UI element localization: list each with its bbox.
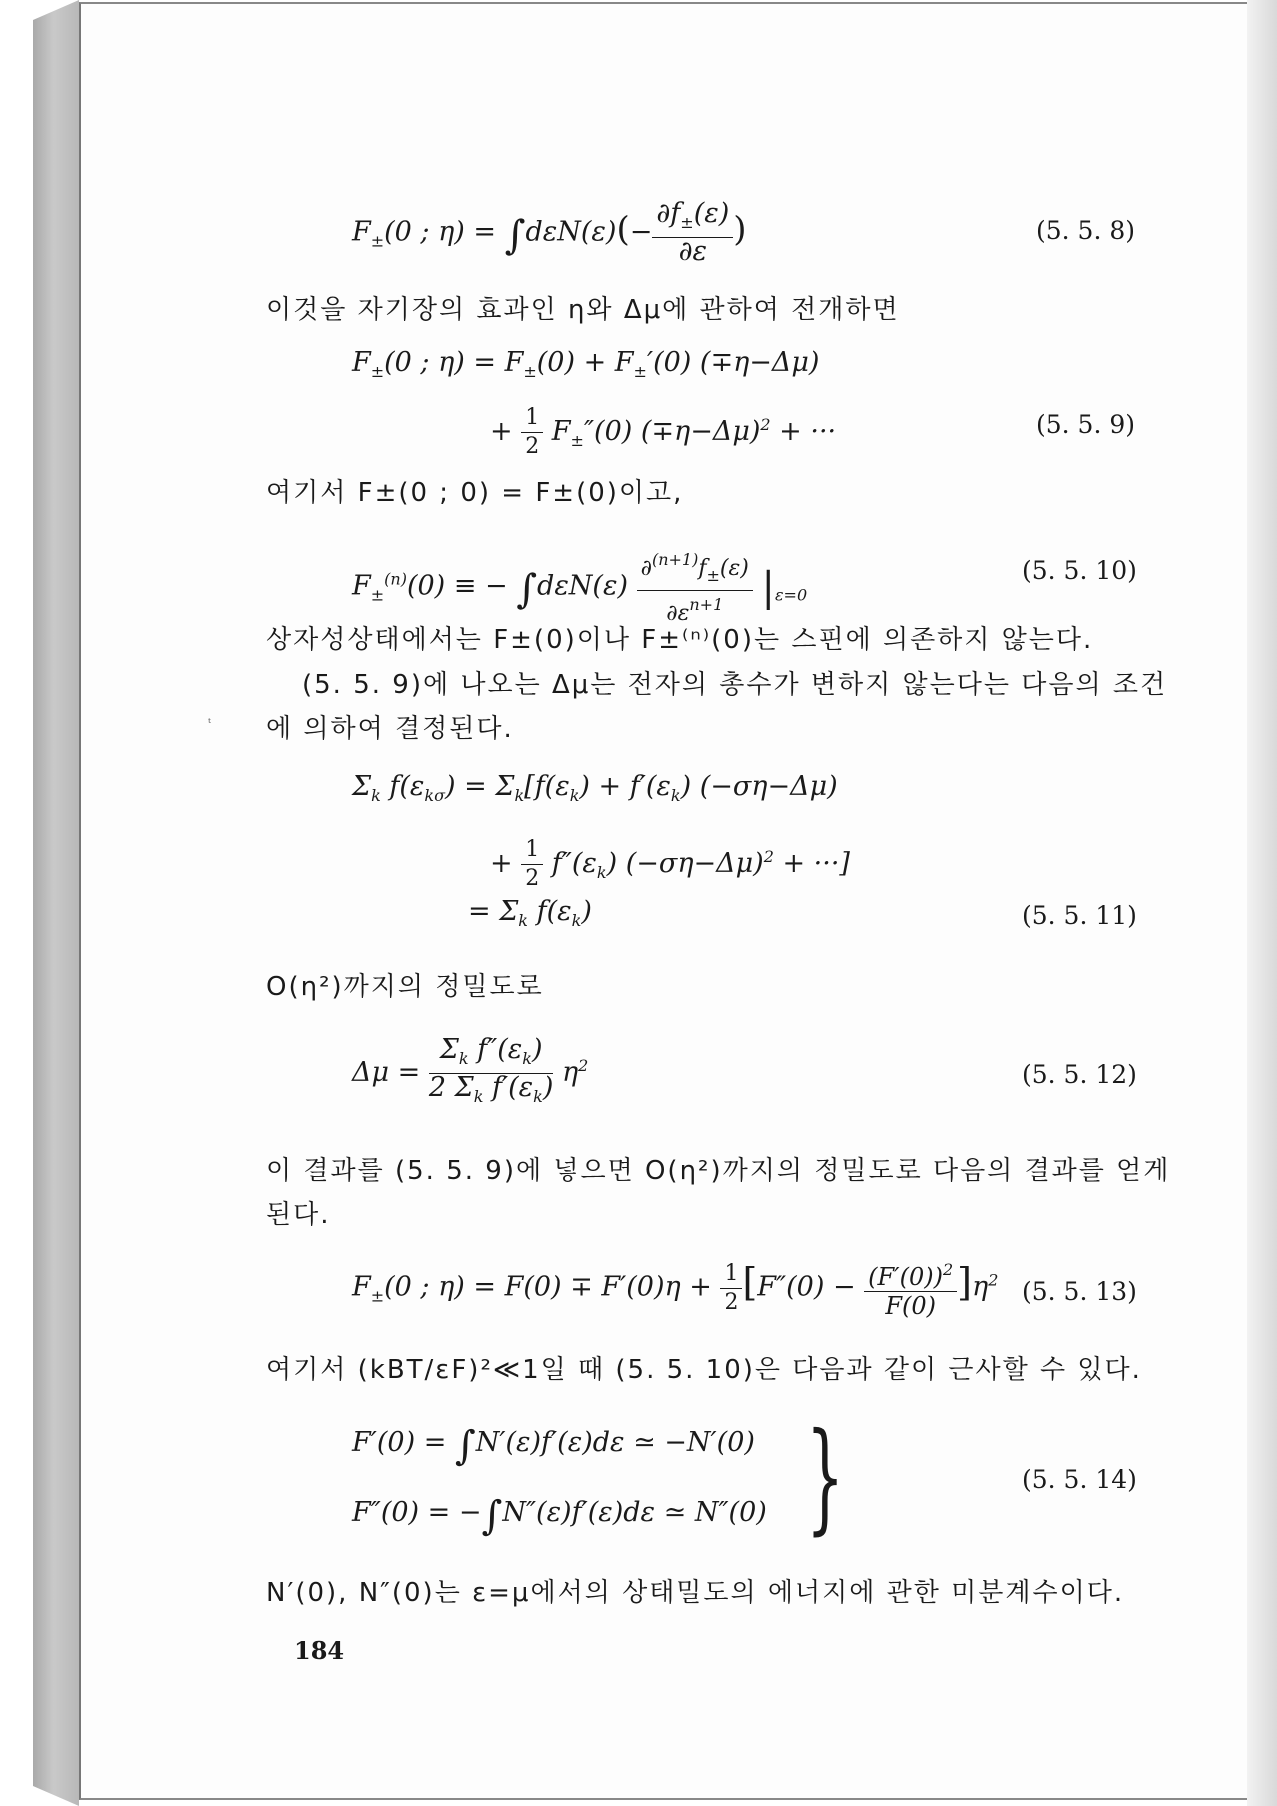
equation-5-5-13: $F_\pm(0$ ; η) = F(0) ∓ F′(0)η + $\frac{1}{2}$ [F″(0) − $\frac{(F'(0))^2}{F(0)}$ ]$\eta^2$ xyxy=(352,1256,998,1320)
stray-mark: ᵗ xyxy=(208,716,211,730)
text-paragraph-2b: 에 의하여 결정된다. xyxy=(266,714,514,744)
book-spine xyxy=(33,0,79,1806)
equation-number-5-5-9: (5. 5. 9) xyxy=(1036,410,1136,439)
equation-number-5-5-13: (5. 5. 13) xyxy=(1022,1277,1137,1306)
right-brace: } xyxy=(806,1408,845,1547)
text-paragraph-2a: (5. 5. 9)에 나오는 Δμ는 전자의 총수가 변하지 않는다는 다음의 조건 xyxy=(302,670,1168,700)
equation-5-5-8: $F_\pm(0$ ; η) = ∫dεN(ε)(− $\frac{\partial f_\pm(\varepsilon)}{\partial\varepsilon}$ ) xyxy=(352,198,747,267)
text-order: O(η²)까지의 정밀도로 xyxy=(266,972,544,1002)
equation-5-5-12: Δμ = $\frac{\Sigma_k f''(\varepsilon_k)}{2 \Sigma_k f'(\varepsilon_k)}$ $\eta^2$ xyxy=(352,1034,589,1106)
text-paragraph-1: 상자성상태에서는 F±(0)이나 F±⁽ⁿ⁾(0)는 스핀에 의존하지 않는다. xyxy=(266,625,1094,655)
equation-number-5-5-12: (5. 5. 12) xyxy=(1022,1060,1137,1089)
equation-number-5-5-10: (5. 5. 10) xyxy=(1022,556,1137,585)
text-approx: 여기서 (kBT/εF)²≪1일 때 (5. 5. 10)은 다음과 같이 근사할 수 있다. xyxy=(266,1355,1142,1385)
equation-5-5-9-line-1: $F_\pm(0$ ; $\eta) = F_\pm(0) + F_\pm'(0)$ (∓η−Δμ) xyxy=(352,347,820,381)
equation-5-5-10: $F_\pm^{(n)}(0)$ ≡ − ∫dεN(ε) $\frac{\partial^{(n+1)}f_\pm(\varepsilon)}{\partial\varepsilon^{n+1}}$ $|_{\varepsilon=0}$ xyxy=(352,546,807,628)
page-number: 184 xyxy=(294,1636,345,1665)
equation-5-5-11-line-1: $\Sigma_k$ $f(\varepsilon_{k\sigma}) = \Sigma_k[f(\varepsilon_k) + f'(\varepsilon_k)$ (−ση−Δμ) xyxy=(352,771,838,805)
equation-5-5-11-line-3: = $\Sigma_k$ $f(\varepsilon_k)$ xyxy=(468,896,592,930)
equation-number-5-5-11: (5. 5. 11) xyxy=(1022,901,1137,930)
text-expand: 이것을 자기장의 효과인 η와 Δμ에 관하여 전개하면 xyxy=(266,295,900,325)
text-last: N′(0), N″(0)는 ε=μ에서의 상태밀도의 에너지에 관한 미분계수이다. xyxy=(266,1578,1125,1608)
equation-5-5-9-line-2: + $\frac{1}{2}$ $F_\pm''(0) (\mp\eta-\Delta\mu)^2$ + ··· xyxy=(490,405,837,459)
equation-5-5-11-line-2: + $\frac{1}{2}$ $f''(\varepsilon_k) (-\sigma\eta-\Delta\mu)^2$ + ···] xyxy=(490,837,850,891)
equation-5-5-14-line-2: F″(0) = −∫N″(ε)f′(ε)dε ≃ N″(0) xyxy=(352,1493,767,1539)
page-edge-shadow xyxy=(1247,0,1277,1806)
equation-number-5-5-14: (5. 5. 14) xyxy=(1022,1465,1137,1494)
text-paragraph-3a: 이 결과를 (5. 5. 9)에 넣으면 O(η²)까지의 정밀도로 다음의 결과를 얻게 xyxy=(266,1156,1171,1186)
text-here: 여기서 F±(0 ; 0) = F±(0)이고, xyxy=(266,478,684,508)
equation-number-5-5-8: (5. 5. 8) xyxy=(1036,216,1136,245)
text-paragraph-3b: 된다. xyxy=(266,1200,331,1230)
equation-5-5-14-line-1: F′(0) = ∫N′(ε)f′(ε)dε ≃ −N′(0) xyxy=(352,1423,755,1469)
